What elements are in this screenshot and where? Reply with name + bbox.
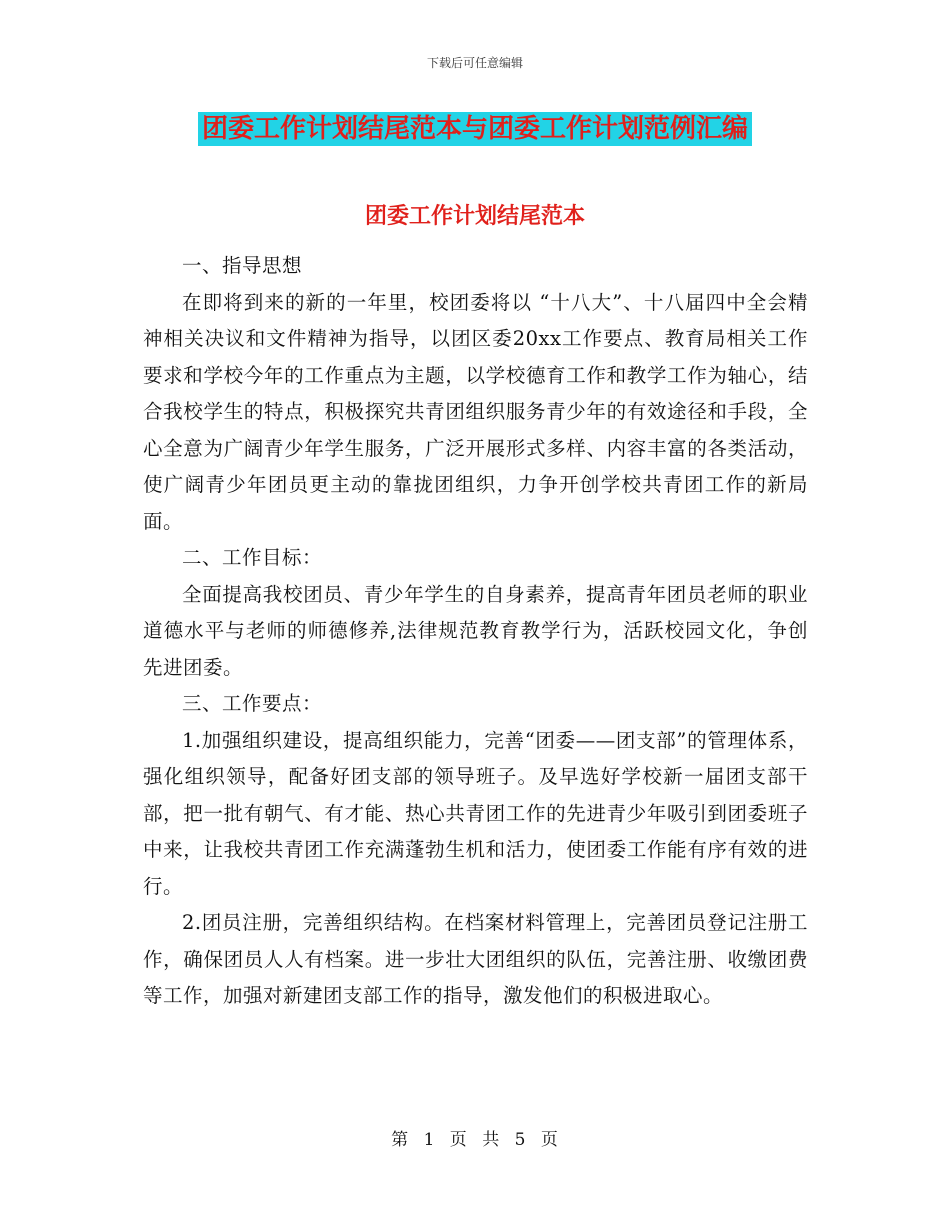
paragraph: 1.加强组织建设，提高组织能力，完善“团委——团支部”的管理体系，强化组织领导，配备好团支部的领导班子。及早选好学校新一届团支部干部，把一批有朝气、有才能、热心共青团工作的先进青少年吸引到团委班子中来，让我校共青团工作充满蓬勃生机和活力，使团委工作能有序有效的进行。: [143, 728, 808, 898]
paragraph-heading-1: 一、指导思想: [182, 254, 303, 277]
document-title: [0, 110, 950, 148]
body-text: [143, 248, 808, 1015]
paragraph: 在即将到来的新的一年里，校团委将以 “十八大”、十八届四中全会精神相关决议和文件精神为指导，以团区委20xx工作要点、教育局相关工作要求和学校今年的工作重点为主题，以学校德育工作和教学工作为轴心，结合我校学生的特点，积极探究共青团组织服务青少年的有效途径和手段，全心全意为广阔青少年学生服务，广泛开展形式多样、内容丰富的各类活动，使广阔青少年团员更主动的靠拢团组织，力争开创学校共青团工作的新局面。: [143, 290, 808, 533]
footer-total-word: 页: [540, 1130, 559, 1150]
current-page-number: 1: [423, 1130, 436, 1150]
document-title-text: 团委工作计划结尾范本与团委工作计划范例汇编: [198, 112, 752, 146]
footer-prefix: 第: [391, 1130, 410, 1150]
paragraph-heading-3: 三、工作要点：: [182, 692, 323, 715]
total-page-count: 5: [514, 1130, 527, 1150]
footer-page-word: 页: [449, 1130, 468, 1150]
paragraph-heading-2: 二、工作目标：: [182, 546, 323, 569]
header-note: 下载后可任意编辑: [426, 56, 523, 70]
paragraph: 2.团员注册，完善组织结构。在档案材料管理上，完善团员登记注册工作，确保团员人人有档案。进一步壮大团组织的队伍，完善注册、收缴团费等工作，加强对新建团支部工作的指导，激发他们的积极进取心。: [143, 911, 808, 1007]
footer-total-prefix: 共: [482, 1130, 501, 1150]
paragraph: 全面提高我校团员、青少年学生的自身素养，提高青年团员老师的职业道德水平与老师的师德修养,法律规范教育教学行为，活跃校园文化，争创先进团委。: [143, 582, 808, 679]
page-footer: [0, 1125, 950, 1150]
section-title: 团委工作计划结尾范本: [364, 204, 585, 229]
